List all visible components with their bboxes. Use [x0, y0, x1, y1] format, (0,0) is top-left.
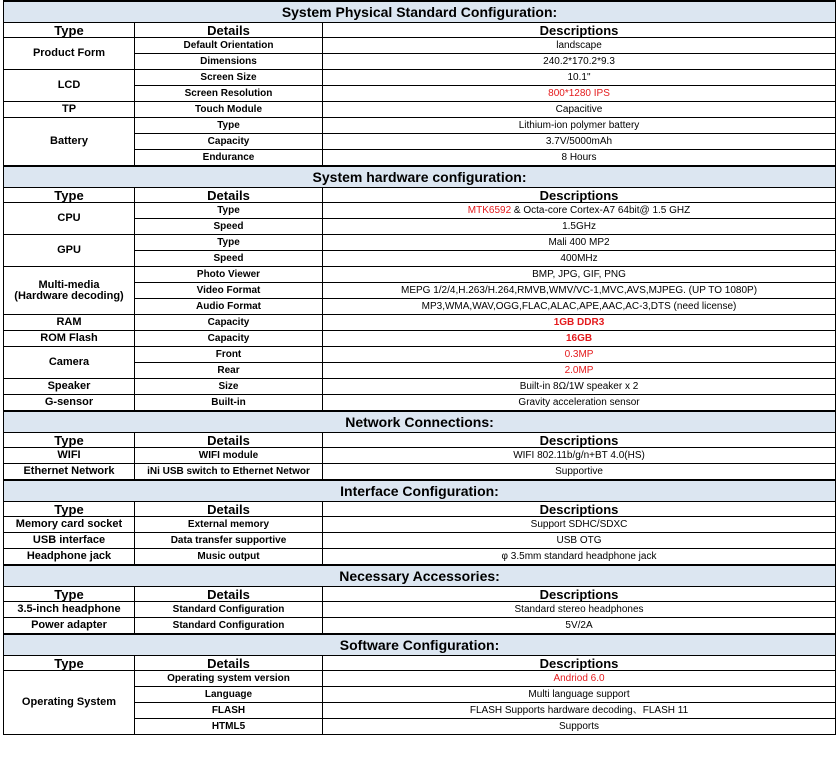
- spec-type: 3.5-inch headphone: [4, 602, 135, 618]
- column-header-row: [4, 656, 836, 671]
- spec-description: Andriod 6.0: [323, 671, 836, 687]
- spec-description: Built-in 8Ω/1W speaker x 2: [323, 379, 836, 395]
- spec-description: 1GB DDR3: [323, 315, 836, 331]
- table-row: [4, 618, 836, 635]
- spec-detail: Language: [135, 687, 323, 703]
- spec-detail: Video Format: [135, 283, 323, 299]
- spec-detail: Built-in: [135, 395, 323, 412]
- section-title-row: [4, 480, 836, 502]
- section-title: System Physical Standard Configuration:: [4, 1, 836, 23]
- section-title: System hardware configuration:: [4, 166, 836, 188]
- section-title-row: [4, 565, 836, 587]
- table-row: [4, 203, 836, 219]
- spec-type: Power adapter: [4, 618, 135, 635]
- header-details: Details: [135, 656, 323, 671]
- table-row: [4, 379, 836, 395]
- spec-detail: External memory: [135, 517, 323, 533]
- spec-detail: Music output: [135, 549, 323, 566]
- table-row: [4, 267, 836, 283]
- table-row: [4, 347, 836, 363]
- header-descriptions: Descriptions: [323, 656, 836, 671]
- spec-description: MP3,WMA,WAV,OGG,FLAC,ALAC,APE,AAC,AC-3,DTS (need license): [323, 299, 836, 315]
- spec-type: USB interface: [4, 533, 135, 549]
- spec-type: Battery: [4, 118, 135, 167]
- spec-description: 8 Hours: [323, 150, 836, 167]
- header-type: Type: [4, 502, 135, 517]
- spec-description: USB OTG: [323, 533, 836, 549]
- spec-type: WIFI: [4, 448, 135, 464]
- spec-description: Lithium-ion polymer battery: [323, 118, 836, 134]
- table-row: [4, 118, 836, 134]
- column-header-row: [4, 23, 836, 38]
- spec-description: Standard stereo headphones: [323, 602, 836, 618]
- spec-detail: Capacity: [135, 331, 323, 347]
- spec-detail: Data transfer supportive: [135, 533, 323, 549]
- spec-description: 1.5GHz: [323, 219, 836, 235]
- spec-description: Multi language support: [323, 687, 836, 703]
- column-header-row: [4, 502, 836, 517]
- header-type: Type: [4, 587, 135, 602]
- spec-detail: Type: [135, 203, 323, 219]
- spec-type: TP: [4, 102, 135, 118]
- spec-type: Headphone jack: [4, 549, 135, 566]
- section-title-row: [4, 411, 836, 433]
- spec-detail: Default Orientation: [135, 38, 323, 54]
- spec-type: RAM: [4, 315, 135, 331]
- spec-detail: Capacity: [135, 134, 323, 150]
- header-descriptions: Descriptions: [323, 587, 836, 602]
- spec-description: 400MHz: [323, 251, 836, 267]
- spec-type: Camera: [4, 347, 135, 379]
- header-descriptions: Descriptions: [323, 188, 836, 203]
- spec-detail: Screen Size: [135, 70, 323, 86]
- spec-detail: Capacity: [135, 315, 323, 331]
- spec-table-body: [4, 1, 836, 735]
- spec-description: FLASH Supports hardware decoding、FLASH 11: [323, 703, 836, 719]
- spec-detail: Standard Configuration: [135, 618, 323, 635]
- spec-description: Capacitive: [323, 102, 836, 118]
- spec-description: 10.1": [323, 70, 836, 86]
- spec-type: GPU: [4, 235, 135, 267]
- spec-type: Product Form: [4, 38, 135, 70]
- table-row: [4, 315, 836, 331]
- header-details: Details: [135, 587, 323, 602]
- spec-detail: WIFI module: [135, 448, 323, 464]
- spec-type: LCD: [4, 70, 135, 102]
- spec-description: 16GB: [323, 331, 836, 347]
- header-type: Type: [4, 433, 135, 448]
- section-title-row: [4, 1, 836, 23]
- table-row: [4, 395, 836, 412]
- header-descriptions: Descriptions: [323, 502, 836, 517]
- section-title: Interface Configuration:: [4, 480, 836, 502]
- spec-description: Mali 400 MP2: [323, 235, 836, 251]
- table-row: [4, 464, 836, 481]
- table-row: [4, 235, 836, 251]
- spec-description: 3.7V/5000mAh: [323, 134, 836, 150]
- spec-type: Operating System: [4, 671, 135, 735]
- spec-description: 800*1280 IPS: [323, 86, 836, 102]
- header-details: Details: [135, 23, 323, 38]
- spec-description: Supportive: [323, 464, 836, 481]
- section-title: Necessary Accessories:: [4, 565, 836, 587]
- table-row: [4, 533, 836, 549]
- spec-detail: Speed: [135, 251, 323, 267]
- spec-description: [323, 203, 836, 219]
- table-row: [4, 549, 836, 566]
- spec-detail: Standard Configuration: [135, 602, 323, 618]
- spec-type: Speaker: [4, 379, 135, 395]
- spec-description: Gravity acceleration sensor: [323, 395, 836, 412]
- table-row: [4, 602, 836, 618]
- spec-detail: Front: [135, 347, 323, 363]
- spec-detail: Dimensions: [135, 54, 323, 70]
- table-row: [4, 38, 836, 54]
- spec-detail: Photo Viewer: [135, 267, 323, 283]
- spec-description: 0.3MP: [323, 347, 836, 363]
- spec-description: BMP, JPG, GIF, PNG: [323, 267, 836, 283]
- header-details: Details: [135, 433, 323, 448]
- spec-detail: Type: [135, 235, 323, 251]
- spec-description: 240.2*170.2*9.3: [323, 54, 836, 70]
- column-header-row: [4, 433, 836, 448]
- spec-detail: Speed: [135, 219, 323, 235]
- table-row: [4, 448, 836, 464]
- spec-type: Multi-media (Hardware decoding): [4, 267, 135, 315]
- spec-detail: iNi USB switch to Ethernet Networ: [135, 464, 323, 481]
- header-details: Details: [135, 502, 323, 517]
- spec-detail: FLASH: [135, 703, 323, 719]
- header-details: Details: [135, 188, 323, 203]
- spec-type: Memory card socket: [4, 517, 135, 533]
- spec-description: MEPG 1/2/4,H.263/H.264,RMVB,WMV/VC-1,MVC,AVS,MJPEG. (UP TO 1080P): [323, 283, 836, 299]
- spec-description: Supports: [323, 719, 836, 735]
- spec-description: 2.0MP: [323, 363, 836, 379]
- section-title-row: [4, 634, 836, 656]
- spec-detail: Type: [135, 118, 323, 134]
- spec-description: landscape: [323, 38, 836, 54]
- table-row: [4, 517, 836, 533]
- spec-description-text: & Octa-core Cortex-A7 64bit@ 1.5 GHZ: [511, 205, 691, 216]
- spec-detail: Endurance: [135, 150, 323, 167]
- section-title: Software Configuration:: [4, 634, 836, 656]
- spec-type: Ethernet Network: [4, 464, 135, 481]
- header-descriptions: Descriptions: [323, 433, 836, 448]
- header-type: Type: [4, 188, 135, 203]
- spec-sheet: [3, 0, 835, 735]
- spec-description: 5V/2A: [323, 618, 836, 635]
- spec-detail: HTML5: [135, 719, 323, 735]
- spec-detail: Touch Module: [135, 102, 323, 118]
- table-row: [4, 671, 836, 687]
- spec-detail: Operating system version: [135, 671, 323, 687]
- spec-type: ROM Flash: [4, 331, 135, 347]
- header-descriptions: Descriptions: [323, 23, 836, 38]
- spec-description: Support SDHC/SDXC: [323, 517, 836, 533]
- section-title-row: [4, 166, 836, 188]
- column-header-row: [4, 188, 836, 203]
- header-type: Type: [4, 656, 135, 671]
- spec-type: G-sensor: [4, 395, 135, 412]
- spec-detail: Rear: [135, 363, 323, 379]
- spec-description-highlight: MTK6592: [467, 205, 512, 216]
- header-type: Type: [4, 23, 135, 38]
- spec-table: [3, 0, 836, 735]
- spec-description: WIFI 802.11b/g/n+BT 4.0(HS): [323, 448, 836, 464]
- spec-type: CPU: [4, 203, 135, 235]
- table-row: [4, 102, 836, 118]
- spec-description: φ 3.5mm standard headphone jack: [323, 549, 836, 566]
- table-row: [4, 331, 836, 347]
- spec-detail: Screen Resolution: [135, 86, 323, 102]
- spec-detail: Audio Format: [135, 299, 323, 315]
- spec-detail: Size: [135, 379, 323, 395]
- table-row: [4, 70, 836, 86]
- column-header-row: [4, 587, 836, 602]
- section-title: Network Connections:: [4, 411, 836, 433]
